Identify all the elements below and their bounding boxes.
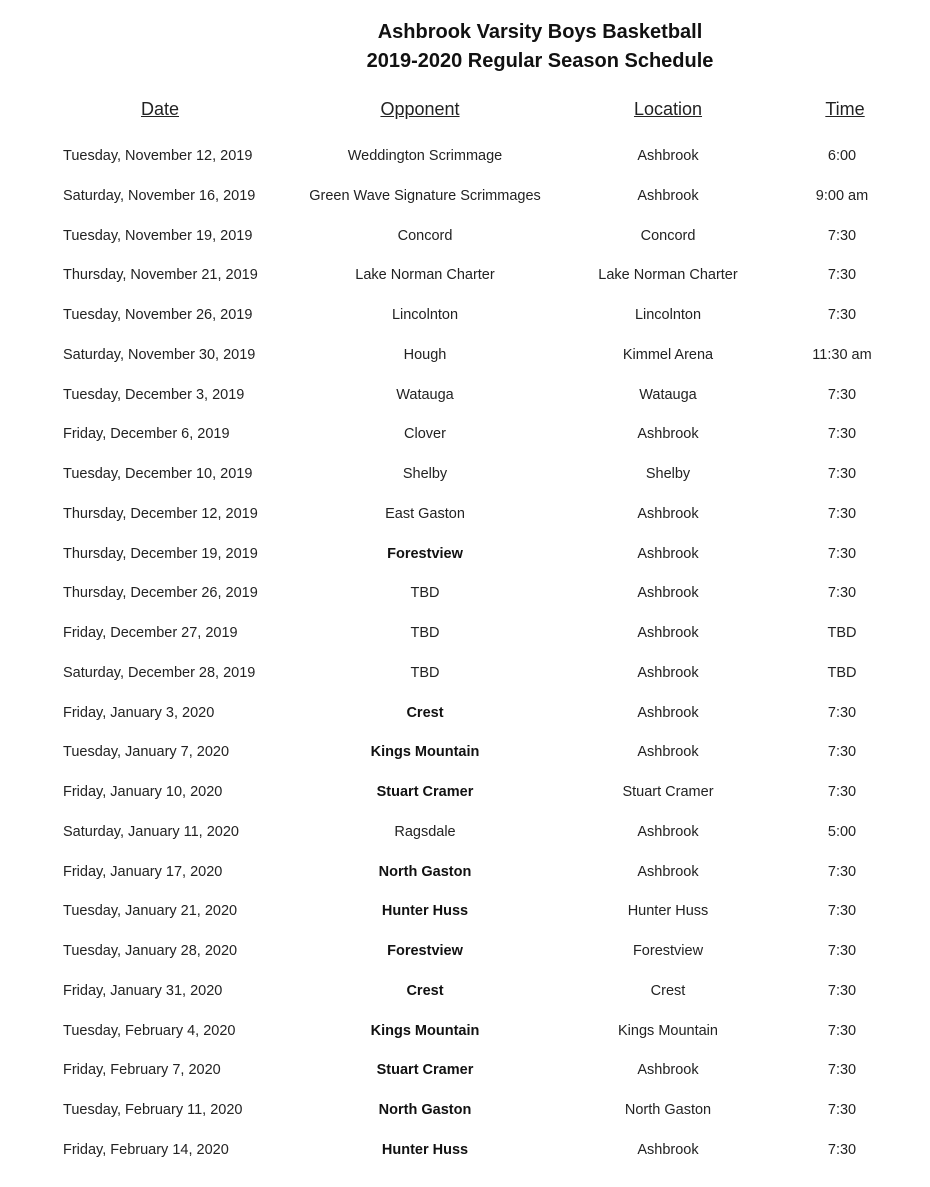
game-location: Kimmel Arena <box>622 346 714 363</box>
table-row <box>0 454 930 494</box>
game-time: 7:30 <box>827 704 857 721</box>
table-row <box>0 136 930 176</box>
game-location: Ashbrook <box>637 1141 699 1158</box>
game-time: 7:30 <box>827 784 857 800</box>
game-location: Ashbrook <box>637 148 699 164</box>
game-time: 7:30 <box>827 744 857 761</box>
game-opponent: Lake Norman Charter <box>355 267 495 284</box>
schedule-table <box>0 136 930 1170</box>
table-row <box>0 1011 930 1051</box>
game-time: 7:30 <box>827 466 857 482</box>
schedule-title: Ashbrook Varsity Boys Basketball <box>377 21 703 43</box>
table-row <box>0 1130 930 1170</box>
game-opponent: North Gaston <box>378 863 472 880</box>
game-date: Friday, January 3, 2020 <box>63 704 215 721</box>
game-time: 7:30 <box>827 386 857 403</box>
game-opponent: Kings Mountain <box>370 1022 480 1039</box>
table-row <box>0 335 930 375</box>
game-date: Friday, January 17, 2020 <box>63 863 223 880</box>
game-time: 7:30 <box>827 426 857 443</box>
game-opponent: Concord <box>397 227 453 244</box>
table-row <box>0 494 930 534</box>
schedule-subtitle: 2019-2020 Regular Season Schedule <box>366 50 714 72</box>
table-row <box>0 613 930 653</box>
game-date: Thursday, December 19, 2019 <box>63 545 258 562</box>
game-date: Tuesday, February 11, 2020 <box>63 1102 243 1118</box>
game-time: 7:30 <box>827 227 857 244</box>
game-opponent: East Gaston <box>385 505 465 522</box>
game-location: Ashbrook <box>637 823 699 840</box>
game-opponent: Hunter Huss <box>381 1141 469 1158</box>
table-row <box>0 931 930 971</box>
game-date: Saturday, November 30, 2019 <box>63 346 256 363</box>
game-date: Tuesday, November 19, 2019 <box>63 227 253 244</box>
table-row <box>0 375 930 415</box>
game-date: Tuesday, December 3, 2019 <box>63 386 245 403</box>
game-opponent: Weddington Scrimmage <box>347 148 503 164</box>
game-time: 11:30 am <box>812 346 872 363</box>
game-time: 7:30 <box>827 903 857 920</box>
table-row <box>0 1050 930 1090</box>
game-opponent: Forestview <box>387 943 463 959</box>
game-date: Tuesday, November 26, 2019 <box>63 307 253 323</box>
table-row <box>0 295 930 335</box>
game-location: Ashbrook <box>637 664 699 681</box>
game-time: TBD <box>827 625 857 641</box>
game-location: Ashbrook <box>637 625 699 641</box>
game-location: Ashbrook <box>637 585 699 602</box>
column-header-time: Time <box>825 99 865 119</box>
game-location: Crest <box>650 982 686 999</box>
game-location: Kings Mountain <box>618 1022 718 1039</box>
table-row <box>0 216 930 256</box>
game-time: 6:00 <box>827 148 857 164</box>
game-date: Thursday, December 26, 2019 <box>63 585 258 602</box>
game-location: Lake Norman Charter <box>598 267 738 284</box>
game-opponent: Watauga <box>396 386 454 403</box>
game-opponent: Lincolnton <box>391 307 459 323</box>
game-time: 9:00 am <box>815 187 869 204</box>
game-date: Tuesday, January 28, 2020 <box>63 943 238 959</box>
game-time: 7:30 <box>827 545 857 562</box>
game-location: Stuart Cramer <box>622 784 714 800</box>
table-row <box>0 852 930 892</box>
game-opponent: Clover <box>404 426 446 443</box>
table-row <box>0 772 930 812</box>
game-opponent: Crest <box>406 982 444 999</box>
game-location: Ashbrook <box>637 187 699 204</box>
game-location: Ashbrook <box>637 744 699 761</box>
game-opponent: Forestview <box>387 545 463 562</box>
game-opponent: North Gaston <box>378 1102 472 1118</box>
game-time: TBD <box>827 664 857 681</box>
game-date: Saturday, December 28, 2019 <box>63 664 256 681</box>
game-opponent: Ragsdale <box>394 823 456 840</box>
game-time: 7:30 <box>827 585 857 602</box>
column-header-location: Location <box>633 99 703 119</box>
game-time: 7:30 <box>827 1022 857 1039</box>
game-date: Friday, February 7, 2020 <box>63 1062 221 1079</box>
game-location: Ashbrook <box>637 505 699 522</box>
game-time: 7:30 <box>827 267 857 284</box>
game-location: Lincolnton <box>634 307 702 323</box>
game-opponent: Shelby <box>402 466 448 482</box>
game-date: Friday, January 10, 2020 <box>63 784 223 800</box>
game-date: Tuesday, February 4, 2020 <box>63 1022 236 1039</box>
game-opponent: Kings Mountain <box>370 744 480 761</box>
game-location: Shelby <box>645 466 691 482</box>
game-location: Concord <box>640 227 696 244</box>
column-header-opponent: Opponent <box>380 99 460 119</box>
table-row <box>0 891 930 931</box>
game-time: 7:30 <box>827 1102 857 1118</box>
column-header-date: Date <box>140 99 180 119</box>
table-row <box>0 732 930 772</box>
game-location: Ashbrook <box>637 863 699 880</box>
game-opponent: TBD <box>410 625 440 641</box>
table-row <box>0 176 930 216</box>
game-opponent: Stuart Cramer <box>376 784 474 800</box>
game-date: Saturday, January 11, 2020 <box>63 823 239 840</box>
game-time: 5:00 <box>827 823 857 840</box>
game-time: 7:30 <box>827 943 857 959</box>
game-date: Friday, February 14, 2020 <box>63 1141 229 1158</box>
game-time: 7:30 <box>827 982 857 999</box>
table-row <box>0 1090 930 1130</box>
table-row <box>0 573 930 613</box>
game-opponent: TBD <box>410 664 440 681</box>
game-opponent: TBD <box>410 585 440 602</box>
game-time: 7:30 <box>827 307 857 323</box>
game-location: Hunter Huss <box>627 903 709 920</box>
game-opponent: Hough <box>403 346 447 363</box>
game-opponent: Crest <box>406 704 444 721</box>
game-date: Friday, January 31, 2020 <box>63 982 223 999</box>
game-opponent: Hunter Huss <box>381 903 469 920</box>
game-date: Tuesday, December 10, 2019 <box>63 466 253 482</box>
game-location: Watauga <box>639 386 697 403</box>
game-date: Tuesday, January 7, 2020 <box>63 744 230 761</box>
game-date: Tuesday, November 12, 2019 <box>63 148 253 164</box>
table-row <box>0 653 930 693</box>
game-location: Ashbrook <box>637 426 699 443</box>
game-location: Forestview <box>632 943 704 959</box>
game-date: Saturday, November 16, 2019 <box>63 187 256 204</box>
game-location: Ashbrook <box>637 1062 699 1079</box>
game-time: 7:30 <box>827 1141 857 1158</box>
table-row <box>0 812 930 852</box>
game-location: Ashbrook <box>637 545 699 562</box>
table-row <box>0 255 930 295</box>
table-row <box>0 971 930 1011</box>
table-row <box>0 534 930 574</box>
game-date: Friday, December 27, 2019 <box>63 625 238 641</box>
game-location: North Gaston <box>624 1102 712 1118</box>
game-location: Ashbrook <box>637 704 699 721</box>
game-date: Thursday, December 12, 2019 <box>63 505 258 522</box>
game-opponent: Green Wave Signature Scrimmages <box>309 187 541 204</box>
game-time: 7:30 <box>827 863 857 880</box>
game-date: Friday, December 6, 2019 <box>63 426 230 443</box>
game-opponent: Stuart Cramer <box>376 1062 474 1079</box>
table-row <box>0 414 930 454</box>
game-time: 7:30 <box>827 1062 857 1079</box>
game-time: 7:30 <box>827 505 857 522</box>
table-row <box>0 693 930 733</box>
game-date: Tuesday, January 21, 2020 <box>63 903 238 920</box>
game-date: Thursday, November 21, 2019 <box>63 267 258 284</box>
